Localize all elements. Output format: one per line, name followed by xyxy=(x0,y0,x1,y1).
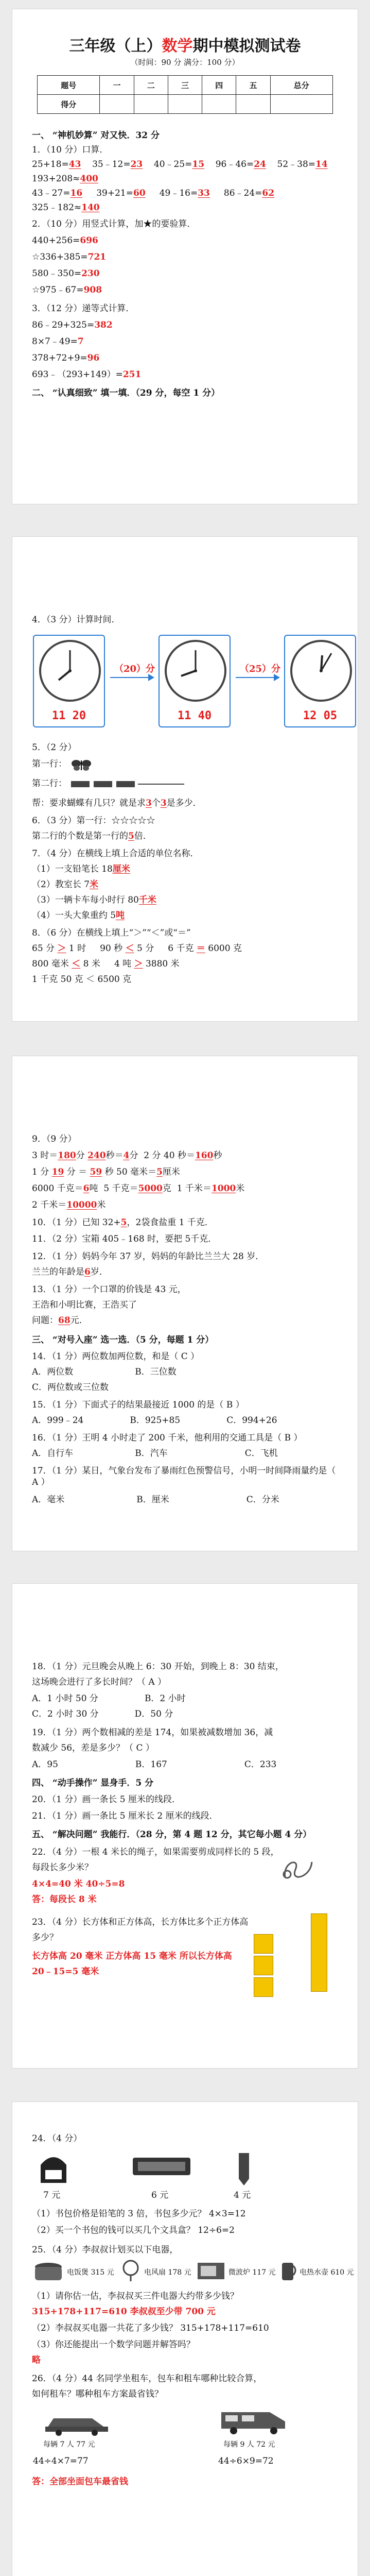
option: C．233 xyxy=(244,1759,277,1770)
cube-row xyxy=(254,1934,273,1999)
answer-row xyxy=(32,1183,244,1194)
question-text: 2．（10 分）用竖式计算，加★的要验算． xyxy=(32,219,196,229)
option: C．分米 xyxy=(246,1495,279,1505)
cube xyxy=(254,1956,273,1975)
appliance-label: 电风扇 178 元 xyxy=(144,2268,191,2277)
question-text xyxy=(32,778,67,789)
expr: 325﹣182≈ xyxy=(32,202,82,213)
question-text: （1）请你估一估，李叔叔买三件电器大约带多少钱？ xyxy=(32,2291,239,2301)
answer: 19 xyxy=(51,1167,64,1177)
option: B．汽车 xyxy=(135,1448,168,1459)
answer: 68 xyxy=(58,1315,71,1326)
answer-row: 4×4=40 米 40÷5=8 xyxy=(32,1879,125,1889)
question-text: 26．（4 分）44 名同学坐租车，包车和租车哪种比较合算， xyxy=(32,2374,262,2384)
price-label: 7 元 xyxy=(43,2190,61,2200)
score-cell xyxy=(134,95,168,114)
option: C．飞机 xyxy=(244,1448,278,1459)
row-label: 第二行： xyxy=(32,778,67,789)
score-cell: 题号 xyxy=(38,76,100,95)
text: 6 千克 xyxy=(168,943,194,954)
page-2 xyxy=(12,537,358,1021)
appliance-label: 微波炉 117 元 xyxy=(228,2268,276,2277)
expr-answer: 721 xyxy=(87,252,107,262)
text: 分 xyxy=(76,1150,85,1161)
option: C．2 小时 30 分 xyxy=(32,1709,99,1719)
answer-row xyxy=(32,879,98,890)
text: 元． xyxy=(70,1315,88,1326)
price-label: 4 元 xyxy=(234,2190,251,2200)
question-text xyxy=(32,1233,217,1245)
score-cell: 总分 xyxy=(270,76,332,95)
options-row xyxy=(32,1448,278,1459)
section-title: 二、 “认真细致” 填一填．（29 分，每空 1 分） xyxy=(32,388,220,398)
appliance-label: 电热水壶 610 元 xyxy=(299,2268,354,2277)
answer: 千米 xyxy=(138,895,156,905)
text: 秒 xyxy=(213,1150,222,1161)
answer-row: 315+178+117=610 李叔叔至少带 700 元 xyxy=(32,2307,216,2317)
question-text: 7．（4 分）在横线上填上合适的单位名称． xyxy=(32,849,199,859)
expr: 40﹣25= xyxy=(153,159,192,170)
clock-2 xyxy=(158,635,231,727)
section-title: 三、 “对号入座” 选一选．（5 分，每题 1 分） xyxy=(32,1335,214,1345)
option: B．三位数 xyxy=(135,1367,177,1377)
title-subject: 数学 xyxy=(162,37,193,55)
question-text: 12．（1 分）妈妈今年 37 岁，妈妈的年龄比兰兰大 28 岁． xyxy=(32,1251,265,1262)
text: 10．（1 分）已知 32+ xyxy=(32,1217,121,1228)
text: 5 千克＝ xyxy=(103,1183,138,1194)
expr: 49﹣16= xyxy=(159,188,198,198)
answer-row xyxy=(32,863,130,875)
option: B．925+85 xyxy=(130,1415,181,1426)
question-text: 数减少 56，差是多少？（ C ） xyxy=(32,1743,154,1753)
answer: ＞ xyxy=(57,943,66,954)
score-cell: 二 xyxy=(134,76,168,95)
answer: 59 xyxy=(90,1167,102,1177)
options-row xyxy=(32,1366,177,1378)
answer-row xyxy=(32,1150,222,1161)
option: D．50 分 xyxy=(134,1709,173,1719)
text: 5 分 xyxy=(136,943,154,954)
options-row xyxy=(32,1415,277,1426)
text: 个 xyxy=(151,798,161,808)
question-text: 20．（1 分）画一条长 5 厘米的线段． xyxy=(32,1794,181,1805)
option: A．毫米 xyxy=(32,1495,65,1505)
text: 第二行的个数是第一行的 xyxy=(32,831,128,841)
title-rest: 期中模拟测试卷 xyxy=(192,37,301,55)
question-text: 6．（3 分）第一行：☆☆☆☆☆ xyxy=(32,816,155,826)
sedan-icon xyxy=(43,2407,110,2438)
score-cell: 四 xyxy=(202,76,236,95)
exam-subtitle: （时间：90 分 满分：100 分） xyxy=(130,58,240,67)
score-cell: 一 xyxy=(100,76,134,95)
text: （2）教室长 7 xyxy=(32,879,90,890)
clock-time: 12 05 xyxy=(303,709,338,722)
text: 厘米 xyxy=(162,1167,180,1177)
cube xyxy=(254,1934,273,1954)
option: A．999﹣24 xyxy=(32,1415,84,1426)
expr-answer: 16 xyxy=(70,188,83,198)
score-cell xyxy=(236,95,270,114)
score-cell: 五 xyxy=(236,76,270,95)
expr-answer: 908 xyxy=(83,285,102,295)
expr: 25+18= xyxy=(32,159,69,170)
score-cell xyxy=(270,95,332,114)
answer: ＜ xyxy=(125,943,134,954)
text: （4）一头大象重约 5 xyxy=(32,910,116,921)
page-1 xyxy=(12,9,358,504)
text: 8 米 xyxy=(83,959,100,969)
answer-row xyxy=(32,268,100,279)
answer: ＞ xyxy=(134,959,143,969)
pencil-case-icon xyxy=(131,2154,192,2181)
car-label: 每辆 9 人 72 元 xyxy=(223,2441,275,2449)
title-grade: 三年级（上） xyxy=(69,37,162,55)
expr: 378+72+9= xyxy=(32,353,87,363)
option: C．994+26 xyxy=(226,1415,277,1426)
expr: 440+256= xyxy=(32,235,80,246)
text: ，2 xyxy=(127,1217,142,1228)
page-4 xyxy=(12,1584,358,2068)
score-cell xyxy=(100,95,134,114)
answer: 10000 xyxy=(66,1200,97,1210)
answer-row xyxy=(32,188,274,199)
expr: ☆975﹣67= xyxy=(32,285,84,295)
answer-row xyxy=(32,1166,180,1178)
text: 兰兰的年龄是 xyxy=(32,1267,84,1277)
expr: 86﹣24= xyxy=(223,188,262,198)
clock-3 xyxy=(284,635,356,727)
question-text: 9．（9 分） xyxy=(32,1134,77,1144)
question-text: 25．（4 分）李叔叔计划买以下电器， xyxy=(32,2245,179,2255)
text: 6000 千克＝ xyxy=(32,1183,83,1194)
question-text: 24．（4 分） xyxy=(32,2133,82,2144)
answer: 5 xyxy=(156,1167,163,1177)
answer-row xyxy=(32,958,180,970)
arrow-icon xyxy=(110,677,153,678)
fan-icon xyxy=(120,2260,141,2284)
answer-row: 略 xyxy=(32,2355,41,2365)
text: 1 分 xyxy=(32,1167,49,1177)
score-cell: 得分 xyxy=(38,95,100,114)
answer-row: 1 千克 50 克 ＜ 6500 克 xyxy=(32,974,132,985)
exam-title xyxy=(12,33,358,56)
clock-time: 11 20 xyxy=(51,709,86,722)
expr-answer: 230 xyxy=(81,268,100,279)
text: 2 分 40 秒＝ xyxy=(144,1150,195,1161)
expr: 8×7﹣49= xyxy=(32,336,78,347)
option: A．自行车 xyxy=(32,1448,74,1459)
question-text: 每段长多少米？ xyxy=(32,1862,93,1873)
section-title: 四、 “动手操作” 显身手．5 分 xyxy=(32,1778,154,1788)
question-text: 23．（4 分）长方体和正方体高，长方体比多个正方体高 xyxy=(32,1917,249,1927)
question-text: 8．（6 分）在横线上填上“＞”“＜”或“＝” xyxy=(32,928,191,938)
answer-row: 20﹣15=5 毫米 xyxy=(32,1967,99,1977)
expr: 35﹣12= xyxy=(92,159,131,170)
question-text: 多少？ xyxy=(32,1933,58,1943)
option: A．两位数 xyxy=(32,1367,74,1377)
text: 4 吨 xyxy=(114,959,132,969)
question-text xyxy=(32,1266,108,1278)
rope-icon xyxy=(280,1852,316,1885)
answer: 吨 xyxy=(116,910,125,921)
answer-row xyxy=(32,159,328,170)
answer-row xyxy=(32,369,141,380)
text: 米 xyxy=(97,1200,106,1210)
backpack-icon xyxy=(33,2149,74,2188)
answer-row xyxy=(32,284,102,296)
text: 6000 克 xyxy=(208,943,242,954)
question-text: 3．（12 分）递等式计算． xyxy=(32,303,135,314)
question-text: 17．（1 分）某日，气象台发布了暴雨红色预警信号，小明一时间降雨量约是（ A ） xyxy=(32,1466,336,1487)
option: B．厘米 xyxy=(136,1495,169,1505)
question-text: 这场晚会进行了多长时间？（ A ） xyxy=(32,1677,167,1687)
answer-row xyxy=(32,910,125,921)
text: 800 毫米 xyxy=(32,959,69,969)
question-text: 1．（10 分）口算． xyxy=(32,145,109,155)
answer: 6 xyxy=(83,1183,90,1194)
car-label: 每辆 7 人 77 元 xyxy=(43,2441,95,2449)
question-text: 15．（1 分）下面式子的结果最接近 1000 的是（ B ） xyxy=(32,1400,244,1410)
option: A．1 小时 50 分 xyxy=(32,1693,98,1704)
answer: 5000 xyxy=(138,1183,163,1194)
text: 秒＝ xyxy=(105,1150,124,1161)
question-text: 22．（4 分）一根 4 米长的绳子，如果需要剪成同样长的 5 段， xyxy=(32,1847,279,1857)
text: 米 xyxy=(236,1183,245,1194)
text: 岁． xyxy=(90,1267,108,1277)
clock-1 xyxy=(33,635,105,727)
text: 千克． xyxy=(190,1234,217,1244)
expr: 39+21= xyxy=(96,188,133,198)
appliance-label: 电饭煲 315 元 xyxy=(67,2268,114,2277)
expr-answer: 7 xyxy=(77,336,84,347)
question-text xyxy=(32,798,202,809)
tall-box xyxy=(311,1913,327,1992)
text: 2 千米＝ xyxy=(32,1200,67,1210)
expr-answer: 60 xyxy=(133,188,146,198)
question-text xyxy=(32,1315,88,1326)
clock-row xyxy=(33,635,342,733)
clock-icon xyxy=(290,640,352,702)
answer-row: 44÷6×9=72 xyxy=(218,2456,274,2466)
text: 3880 米 xyxy=(145,959,180,969)
option: B．167 xyxy=(135,1759,167,1770)
answer: 1000 xyxy=(211,1183,236,1194)
options-row xyxy=(32,1759,276,1770)
text: 秒 50 毫米＝ xyxy=(104,1167,157,1177)
expr-answer: 140 xyxy=(81,202,100,213)
expr: 43﹣27= xyxy=(32,188,71,198)
butterfly-icon xyxy=(71,759,92,774)
expr-answer: 62 xyxy=(262,188,275,198)
option: B．2 小时 xyxy=(144,1693,186,1704)
car-icon-row xyxy=(71,778,184,793)
text: 问题： xyxy=(32,1315,58,1326)
score-cell xyxy=(168,95,202,114)
answer: 180 xyxy=(58,1150,76,1161)
expr-answer: 96 xyxy=(87,353,100,363)
answer-row: 答：每段长 8 米 xyxy=(32,1894,97,1905)
expr-answer: 14 xyxy=(315,159,328,170)
answer: 5 xyxy=(128,831,134,841)
expr-answer: 382 xyxy=(94,320,113,330)
question-text: 18．（1 分）元旦晚会从晚上 6：30 开始，到晚上 8：30 结束， xyxy=(32,1662,284,1672)
answer-row: 长方体高 20 毫米 正方体高 15 毫米 所以长方体高 xyxy=(32,1951,232,1961)
expr-answer: 696 xyxy=(80,235,98,246)
answer-row: 44÷4×7=77 xyxy=(33,2456,89,2466)
text: 90 秒 xyxy=(100,943,123,954)
question-text xyxy=(32,1217,214,1228)
clock-icon xyxy=(39,640,101,702)
question-text xyxy=(32,758,67,770)
section-title: 五、 “解决问题” 我能行．（28 分，第 4 题 12 分，其它每小题 4 分） xyxy=(32,1829,312,1840)
answer: 240 xyxy=(87,1150,106,1161)
answer: 6 xyxy=(84,1267,91,1277)
options-row xyxy=(32,1693,186,1704)
text: 分 xyxy=(129,1150,138,1161)
text: 倍． xyxy=(134,831,152,841)
answer: 160 xyxy=(195,1150,214,1161)
expr-answer: 251 xyxy=(122,369,142,380)
page-3 xyxy=(12,1056,358,1551)
question-text: （3）你还能提出一个数学问题并解答吗？ xyxy=(32,2340,195,2350)
answer-row xyxy=(32,336,84,347)
final-answer: 答：全部坐面包车最省钱 xyxy=(32,2477,128,2487)
arrow-icon xyxy=(236,677,279,678)
text: 1 时 xyxy=(68,943,86,954)
answer: 厘米 xyxy=(112,864,130,874)
clock-icon xyxy=(165,640,226,702)
rice-cooker-icon xyxy=(33,2260,64,2284)
expr-answer: 15 xyxy=(192,159,205,170)
page-5 xyxy=(12,2102,358,2576)
answer-row xyxy=(32,894,156,906)
answer: ＜ xyxy=(72,959,81,969)
question-text: 14．（1 分）两位数加两位数，和是（ C ） xyxy=(32,1351,200,1362)
answer-row xyxy=(32,251,106,263)
text: 65 分 xyxy=(32,943,55,954)
price-label: 6 元 xyxy=(151,2190,169,2200)
score-table xyxy=(37,75,333,114)
answer-row xyxy=(32,943,242,954)
text: 吨 xyxy=(89,1183,98,1194)
answer-row xyxy=(32,1199,105,1211)
expr-answer: 43 xyxy=(68,159,81,170)
expr-answer: 400 xyxy=(80,174,98,184)
text: 3 时＝ xyxy=(32,1150,58,1161)
question-text: 13．（1 分）一个口罩的价钱是 43 元， xyxy=(32,1284,186,1295)
pen-icon xyxy=(228,2150,259,2189)
expr: 96﹣46= xyxy=(215,159,254,170)
text: 1 千米＝ xyxy=(177,1183,212,1194)
text: 克 xyxy=(162,1183,171,1194)
text: （3）一辆卡车每小时行 80 xyxy=(32,895,139,905)
answer-row xyxy=(32,202,100,213)
question-text: （1）书包价格是铅笔的 3 倍，书包多少元？ 4×3=12 xyxy=(32,2209,246,2219)
options-row xyxy=(32,1494,279,1505)
expr-answer: 23 xyxy=(130,159,143,170)
elapsed-label: （25）分 xyxy=(240,664,281,674)
question-text: 16．（1 分）王明 4 小时走了 200 千米，他利用的交通工具是（ B ） xyxy=(32,1433,303,1443)
question-text: 如何租车？哪种租车方案最省钱？ xyxy=(32,2389,163,2399)
expr-answer: 24 xyxy=(254,159,266,170)
row-label: 第一行： xyxy=(32,759,67,769)
section-title: 一、 “神机妙算” 对又快．32 分 xyxy=(32,130,160,141)
expr: 86﹣29+325= xyxy=(32,320,95,330)
answer: 4 xyxy=(123,1150,130,1161)
question-text: 5．（2 分） xyxy=(32,742,77,753)
text: 袋食盐重 1 千克． xyxy=(141,1217,214,1228)
question-text: 王浩和小明比赛，王浩买了 xyxy=(32,1300,137,1310)
answer-row xyxy=(32,173,98,184)
text: 是多少． xyxy=(166,798,202,808)
score-cell: 三 xyxy=(168,76,202,95)
cube xyxy=(254,1977,273,1997)
expr-answer: 33 xyxy=(198,188,210,198)
option: C．两位数或三位数 xyxy=(32,1382,109,1393)
option: A．95 xyxy=(32,1759,58,1770)
question-text: 4．（3 分）计算时间． xyxy=(32,615,120,625)
answer: ＝ xyxy=(196,943,205,954)
question-text xyxy=(32,831,152,842)
question-text: 19．（1 分）两个数相减的差是 174，如果被减数增加 36，减 xyxy=(32,1727,273,1738)
expr: 693﹣（293+149）= xyxy=(32,369,123,380)
van-icon xyxy=(218,2405,290,2438)
question-text: 21．（1 分）画一条比 5 厘米长 2 厘米的线段． xyxy=(32,1811,218,1821)
text: 11．（2 分）宝箱 405﹣168 时，要把 5 xyxy=(32,1234,191,1244)
kettle-icon xyxy=(279,2260,297,2284)
answer-row xyxy=(32,235,98,246)
expr: 580﹣350= xyxy=(32,268,82,279)
answer-row xyxy=(32,352,99,364)
score-header-row xyxy=(38,76,333,95)
text: （1）一支铅笔长 18 xyxy=(32,864,113,874)
microwave-icon xyxy=(197,2262,225,2282)
answer: 米 xyxy=(90,879,99,890)
expr: ☆336+385= xyxy=(32,252,88,262)
question-text: （2）买一个书包的钱可以买几个文具盒？ 12÷6=2 xyxy=(32,2225,235,2235)
expr: 193+208≈ xyxy=(32,174,80,184)
answer: 5 xyxy=(120,1217,127,1228)
answer-row xyxy=(32,319,113,331)
answer: 3 xyxy=(160,798,167,808)
clock-time: 11 40 xyxy=(177,709,212,722)
text: 帮：要求蝴蝶有几只？就是求 xyxy=(32,798,146,808)
expr: 52﹣38= xyxy=(277,159,316,170)
answer: 3 xyxy=(146,798,152,808)
options-row xyxy=(32,1382,109,1393)
question-text: （2）李叔叔买电器一共花了多少钱？ 315+178+117=610 xyxy=(32,2323,269,2333)
score-value-row xyxy=(38,95,333,114)
elapsed-label: （20）分 xyxy=(114,664,155,674)
text: 分 ＝ xyxy=(66,1167,87,1177)
score-cell xyxy=(202,95,236,114)
options-row xyxy=(32,1708,173,1720)
